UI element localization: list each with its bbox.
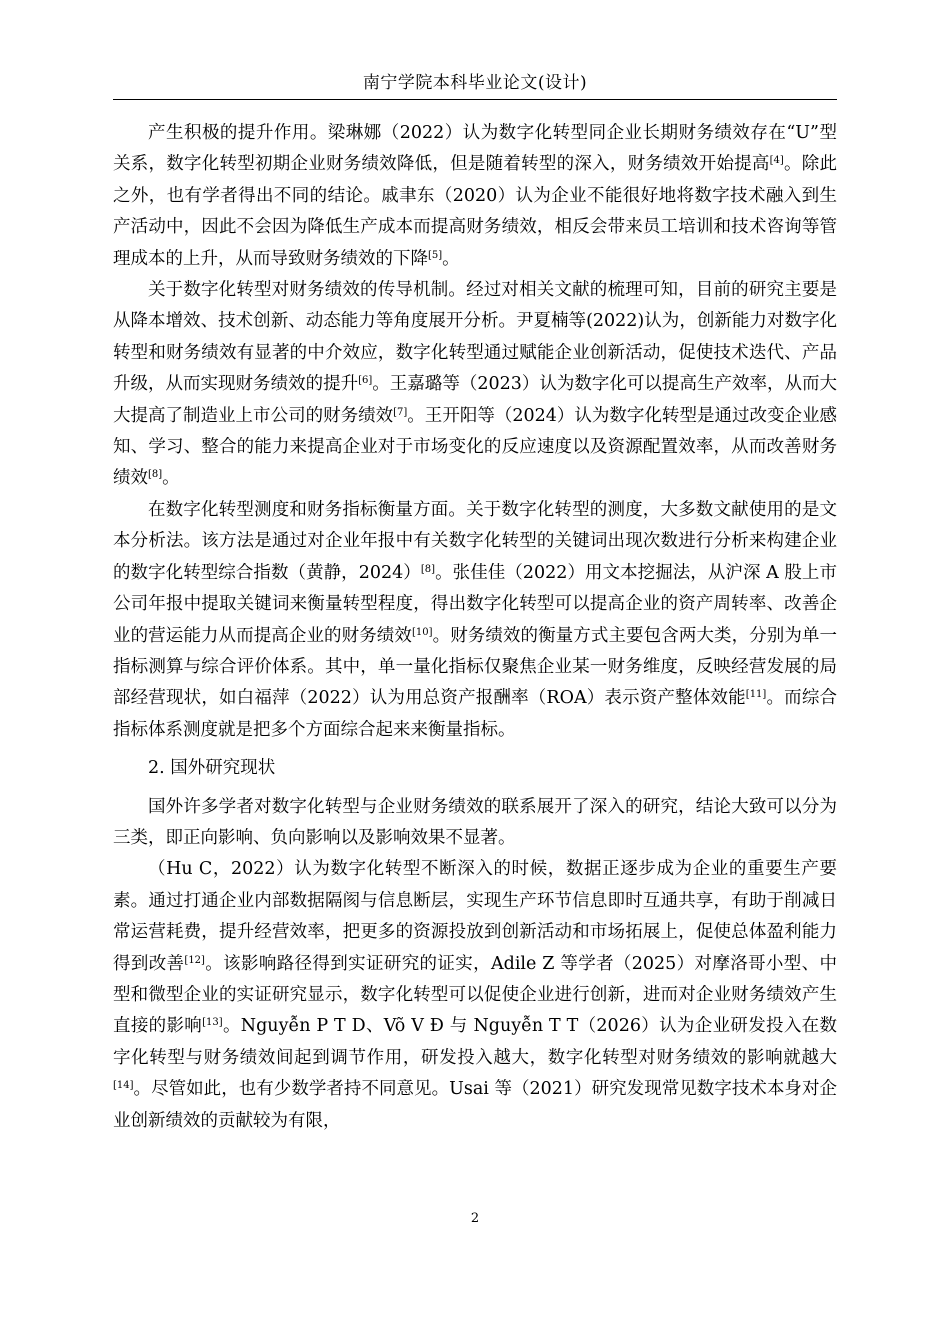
text-run: 。王嘉璐等（2023）认为数字化可以提高生产效率，从而大大提高了制造业上市公司的财务绩效: [113, 374, 837, 426]
paragraph-5: [113, 854, 837, 1137]
text-run: 。除此之外，也有学者得出不同的结论。戚聿东（2020）认为企业不能很好地将数字技术融入到生产活动中，因此不会因为降低生产成本而提高财务绩效，相反会带来员工培训和技术咨询等管理成本的上升，从而导致财务绩效的下降: [113, 154, 838, 269]
citation-marker: [5]: [428, 249, 443, 261]
citation-marker: [11]: [745, 689, 767, 701]
page-number: 2: [470, 1211, 480, 1226]
citation-marker: [8]: [148, 469, 163, 481]
text-run: 。: [442, 248, 460, 269]
text-run: 。而综合指标体系测度就是把多个方面综合起来来衡量指标。: [113, 688, 838, 740]
citation-marker: [13]: [202, 1017, 223, 1029]
page-header: 南宁学院本科毕业论文(设计): [362, 73, 588, 93]
paragraph-2: [113, 275, 837, 495]
paragraph-3: [113, 495, 837, 746]
citation-marker: [10]: [411, 626, 433, 638]
text-run: 。该影响路径得到实证研究的证实，Adile Z 等学者（2025）对摩洛哥小型、中型和微型企业的实证研究显示，数字化转型可以促使企业进行创新，进而对企业财务绩效产生直接的影响: [113, 953, 837, 1037]
text-run: 。王开阳等（2024）认为数字化转型是通过改变企业感知、学习、整合的能力来提高企业对于市场变化的反应速度以及资源配置效率，从而改善财务绩效: [113, 405, 837, 489]
text-run: 在数字化转型测度和财务指标衡量方面。关于数字化转型的测度，大多数文献使用的是文本分析法。该方法是通过对企业年报中有关数字化转型的关键词出现次数进行分析来构建企业的数字化转型综合指数（黄静，2024）: [113, 499, 837, 583]
text-run: 。Nguyễn P T D、Võ V Đ 与 Nguyễn T T（2026）认为企业研发投入在数字化转型与财务绩效间起到调节作用，研发投入越大，数字化转型对财务绩效的影响就越大: [113, 1016, 838, 1068]
text-run: 国外许多学者对数字化转型与企业财务绩效的联系展开了深入的研究，结论大致可以分为三类，即正向影响、负向影响以及影响效果不显著。: [113, 796, 837, 848]
text-run: 。尽管如此，也有少数学者持不同意见。Usai 等（2021）研究发现常见数字技术本身对企业创新绩效的贡献较为有限，: [113, 1079, 837, 1131]
paragraph-1: [113, 118, 837, 275]
text-run: 2. 国外研究现状: [148, 758, 276, 779]
citation-marker: [4]: [769, 155, 784, 167]
text-run: 。: [162, 468, 180, 489]
citation-marker: [14]: [113, 1080, 134, 1092]
text-run: 。财务绩效的衡量方式主要包含两大类，分别为单一指标测算与综合评价体系。其中，单一量化指标仅聚焦企业某一财务维度，反映经营发展的局部经营现状，如白福萍（2022）认为用总资产报酬率（ROA）表示资产整体效能: [113, 625, 838, 709]
citation-marker: [12]: [184, 954, 205, 966]
section-heading: [113, 753, 837, 784]
citation-marker: [6]: [358, 375, 373, 387]
header-rule: [113, 99, 837, 100]
text-run: （Hu C，2022）认为数字化转型不断深入的时候，数据正逐步成为企业的重要生产要素。通过打通企业内部数据隔阂与信息断层，实现生产环节信息即时互通共享，有助于削减日常运营耗费，提升经营效率，把更多的资源投放到创新活动和市场拓展上，促使总体盈利能力得到改善: [113, 859, 837, 974]
citation-marker: [8]: [420, 563, 436, 575]
citation-marker: [7]: [393, 406, 408, 418]
text-run: 产生积极的提升作用。梁琳娜（2022）认为数字化转型同企业长期财务绩效存在“U”型关系，数字化转型初期企业财务绩效降低，但是随着转型的深入，财务绩效开始提高: [113, 123, 837, 175]
text-run: 。张佳佳（2022）用文本挖掘法，从沪深 A 股上市公司年报中提取关键词来衡量转型程度，得出数字化转型可以提高企业的资产周转率、改善企业的营运能力从而提高企业的财务绩效: [113, 562, 837, 646]
text-run: 关于数字化转型对财务绩效的传导机制。经过对相关文献的梳理可知，目前的研究主要是从降本增效、技术创新、动态能力等角度展开分析。尹夏楠等(2022)认为，创新能力对数字化转型和财务绩效有显著的中介效应，数字化转型通过赋能企业创新活动，促使技术迭代、产品升级，从而实现财务绩效的提升: [113, 280, 837, 395]
paragraph-4: [113, 792, 837, 855]
body-text: [113, 118, 837, 1137]
